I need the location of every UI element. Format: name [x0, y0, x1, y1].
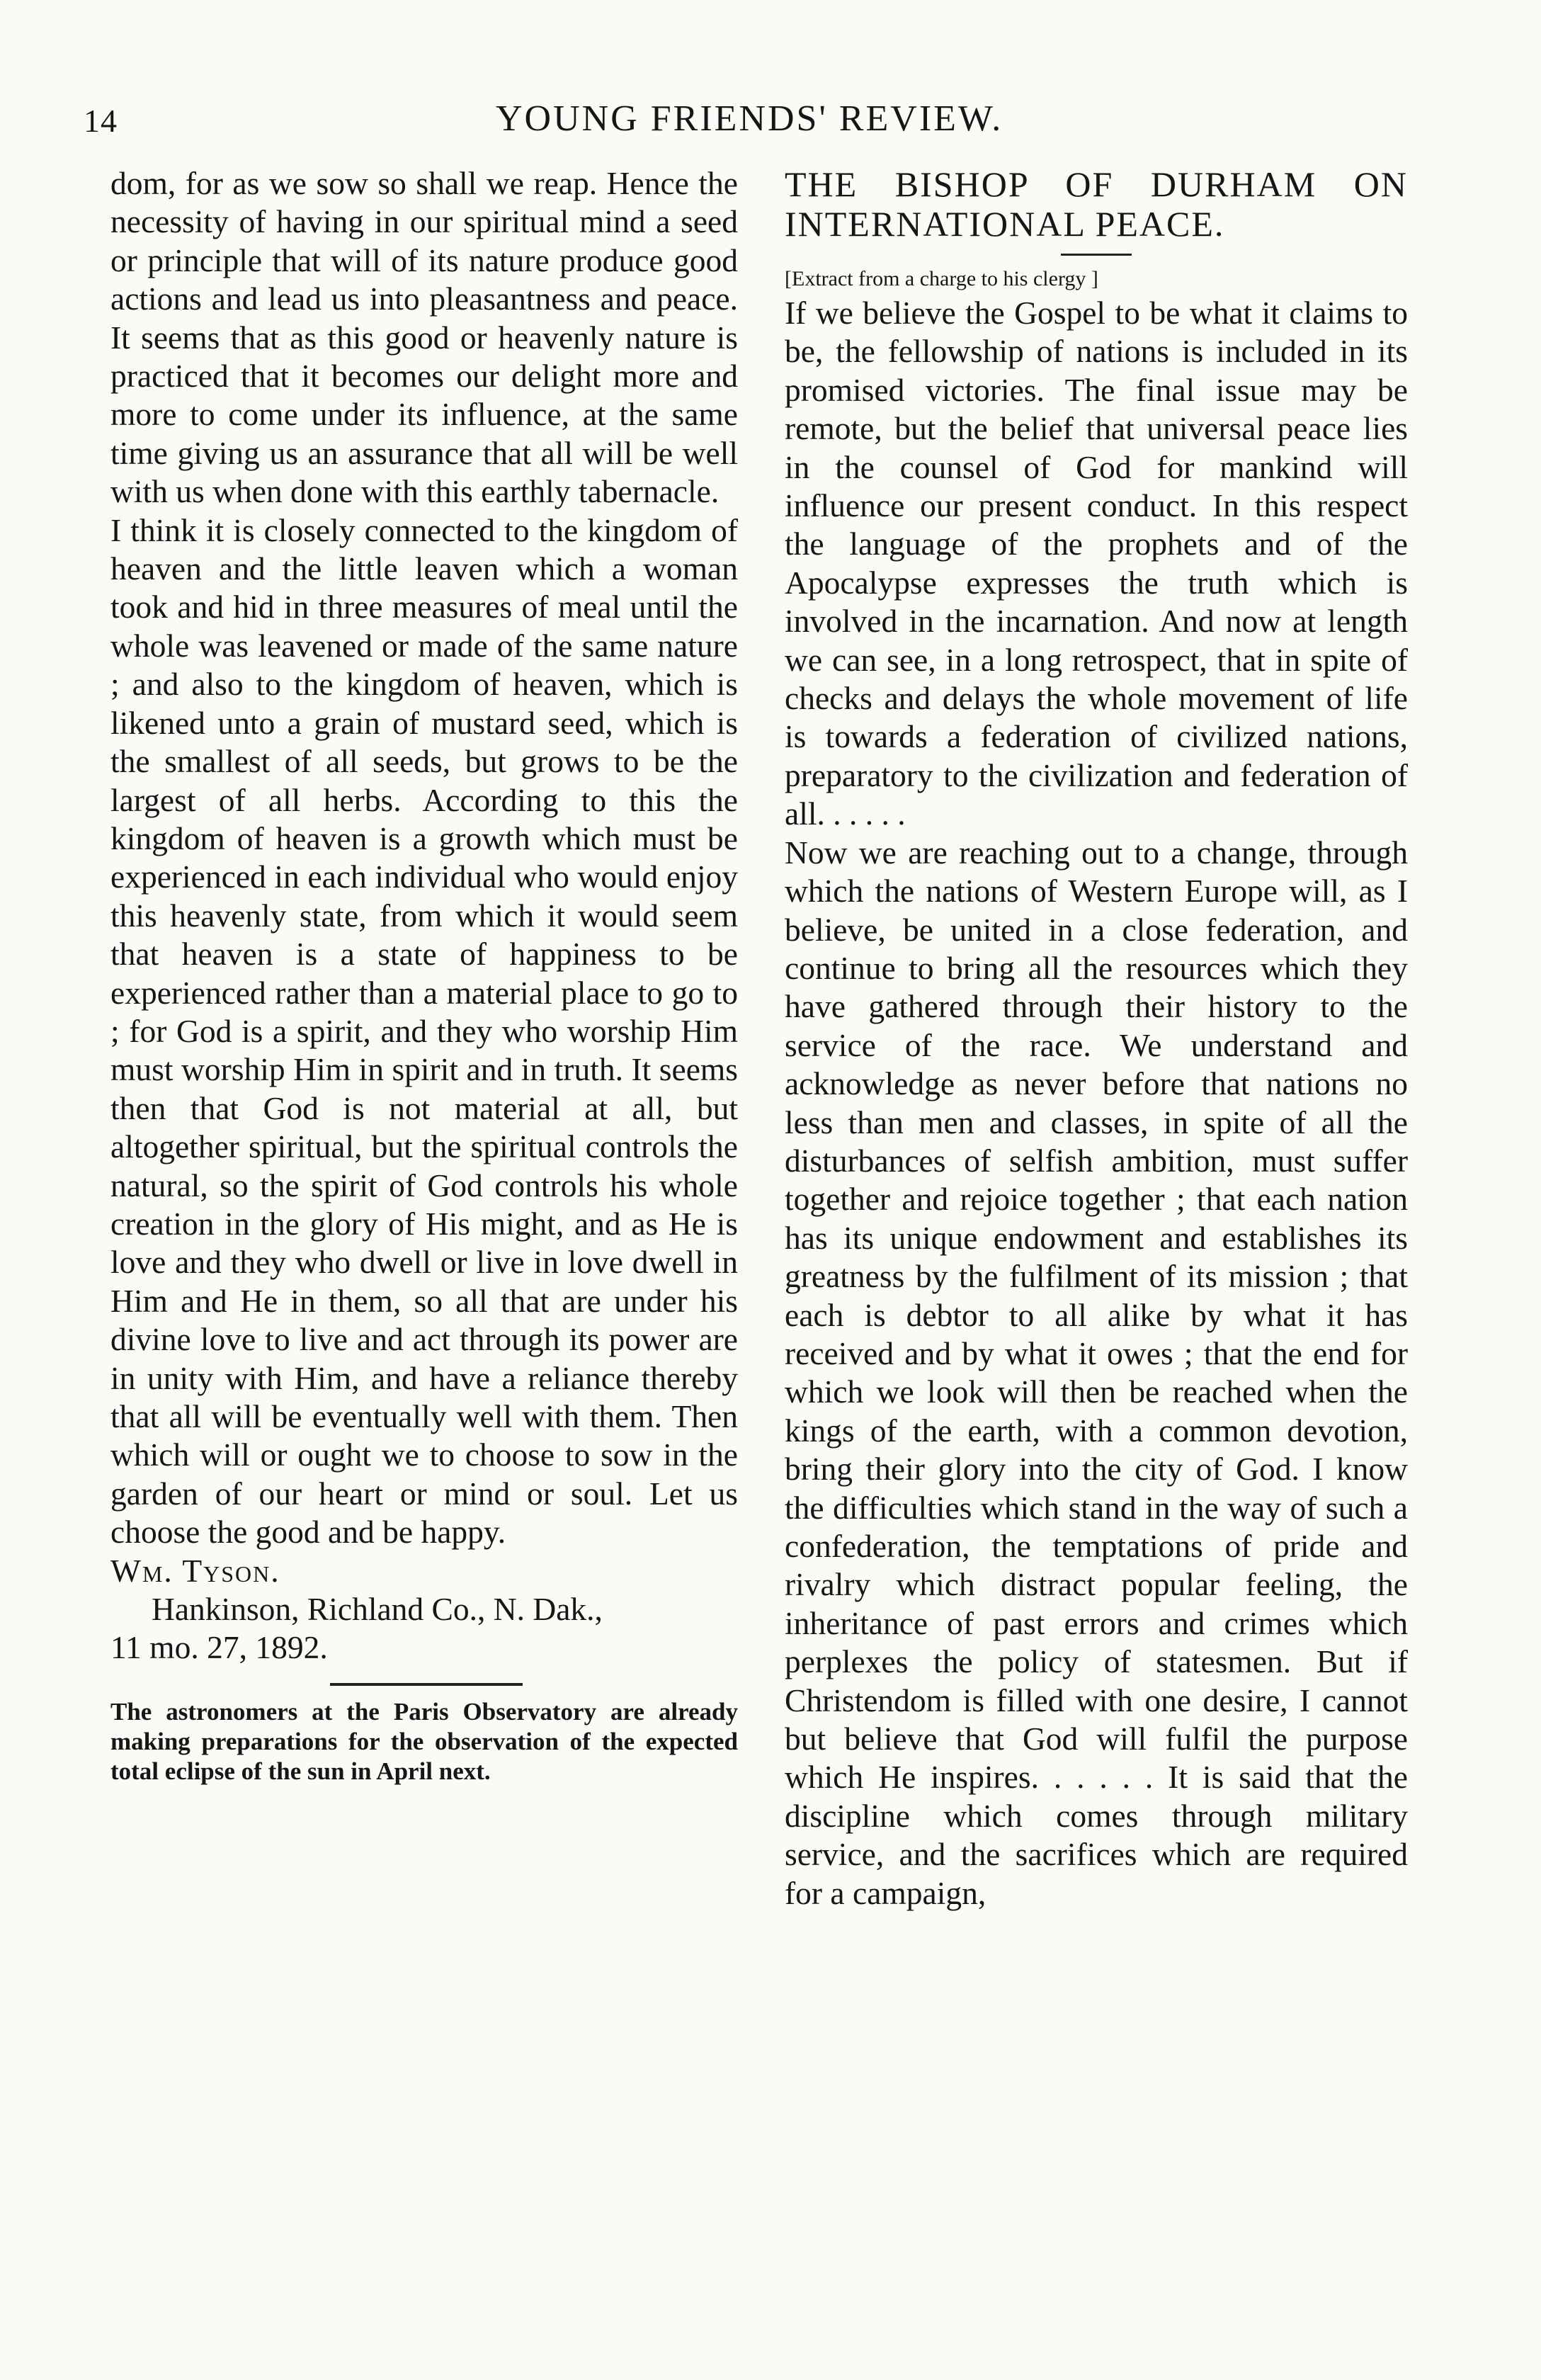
right-paragraph-2: Now we are reaching out to a change, through which the nations of Western Europe will, as I believe, be united in a close federation, and continue to bring all the resources which they have gathered through their history to the service of the race. We understand and acknowledge as never before that nations no less than men and classes, in spite of all the disturbances of selfish ambition, must suffer together and rejoice together ; that each nation has its unique endowment and establishes its greatness by the fulfilment of its mission ; that each is debtor to all alike by what it has received and by what it owes ; that the end for which we look will then be reached when the kings of the earth, with a common devotion, bring their glory into the city of God. I know the difficulties which stand in the way of such a confederation, the temptations of pride and rivalry which distract popular feeling, the inheritance of past errors and crimes which perplexes the policy of statesmen. But if Christendom is filled with one desire, I cannot but believe that God will fulfil the purpose which He inspires. . . . . . It is said that the discipline which comes through military service, and the sacrifices which are required for a campaign,: [785, 834, 1408, 1911]
article-title: THE BISHOP OF DURHAM ON INTERNATIONAL PEACE.: [785, 164, 1408, 244]
title-divider: [1061, 254, 1132, 256]
letter-date: 11 mo. 27, 1892.: [110, 1629, 328, 1666]
left-column: [110, 164, 738, 1786]
author-place: Hankinson, Richland Co., N. Dak.,: [152, 1591, 603, 1628]
section-divider: [330, 1683, 523, 1686]
author-signature: Wm. Tyson.: [110, 1552, 280, 1589]
left-paragraph-1: dom, for as we sow so shall we reap. Hence the necessity of having in our spiritual mind a seed or principle that will of its nature produce good actions and lead us into pleasantness and peace. It seems that as this good or heavenly nature is practiced that it becomes our delight more and more to come under its influence, at the same time giving us an assurance that all will be well with us when done with this earthly tabernacle.: [110, 165, 738, 510]
article-subtitle: [Extract from a charge to his clergy ]: [785, 267, 1098, 290]
observatory-note: The astronomers at the Paris Observatory are already making preparations for the observation of the expected total eclipse of the sun in April next.: [110, 1697, 738, 1785]
right-paragraph-1: If we believe the Gospel to be what it claims to be, the fellowship of nations is included in its promised victories. The final issue may be remote, but the belief that universal peace lies in the counsel of God for mankind will influence our present conduct. In this respect the language of the prophets and of the Apocalypse expresses the truth which is involved in the incarnation. And now at length we can see, in a long retrospect, that in spite of checks and delays the whole movement of life is towards a federation of civilized nations, preparatory to the civilization and federation of all. . . . . .: [785, 295, 1408, 832]
running-title: YOUNG FRIENDS' REVIEW.: [496, 98, 1003, 139]
page-number: 14: [84, 103, 118, 139]
right-column: [785, 164, 1408, 1912]
left-paragraph-2: I think it is closely connected to the kingdom of heaven and the little leaven which a woman took and hid in three measures of meal until the whole was leavened or made of the same nature ; and also to the kingdom of heaven, which is likened unto a grain of mustard seed, which is the smallest of all seeds, but grows to be the largest of all herbs. According to this the kingdom of heaven is a growth which must be experienced in each individual who would enjoy this heavenly state, from which it would seem that heaven is a state of happiness to be experienced rather than a material place to go to ; for God is a spirit, and they who worship Him must worship Him in spirit and in truth. It seems then that God is not material at all, but altogether spiritual, but the spiritual controls the natural, so the spirit of God controls his whole creation in the glory of His might, and as He is love and they who dwell or live in love dwell in Him and He in them, so all that are under his divine love to live and act through its power are in unity with Him, and have a reliance thereby that all will be eventually well with them. Then which will or ought we to choose to sow in the garden of our heart or mind or soul. Let us choose the good and be happy.: [110, 511, 738, 1551]
